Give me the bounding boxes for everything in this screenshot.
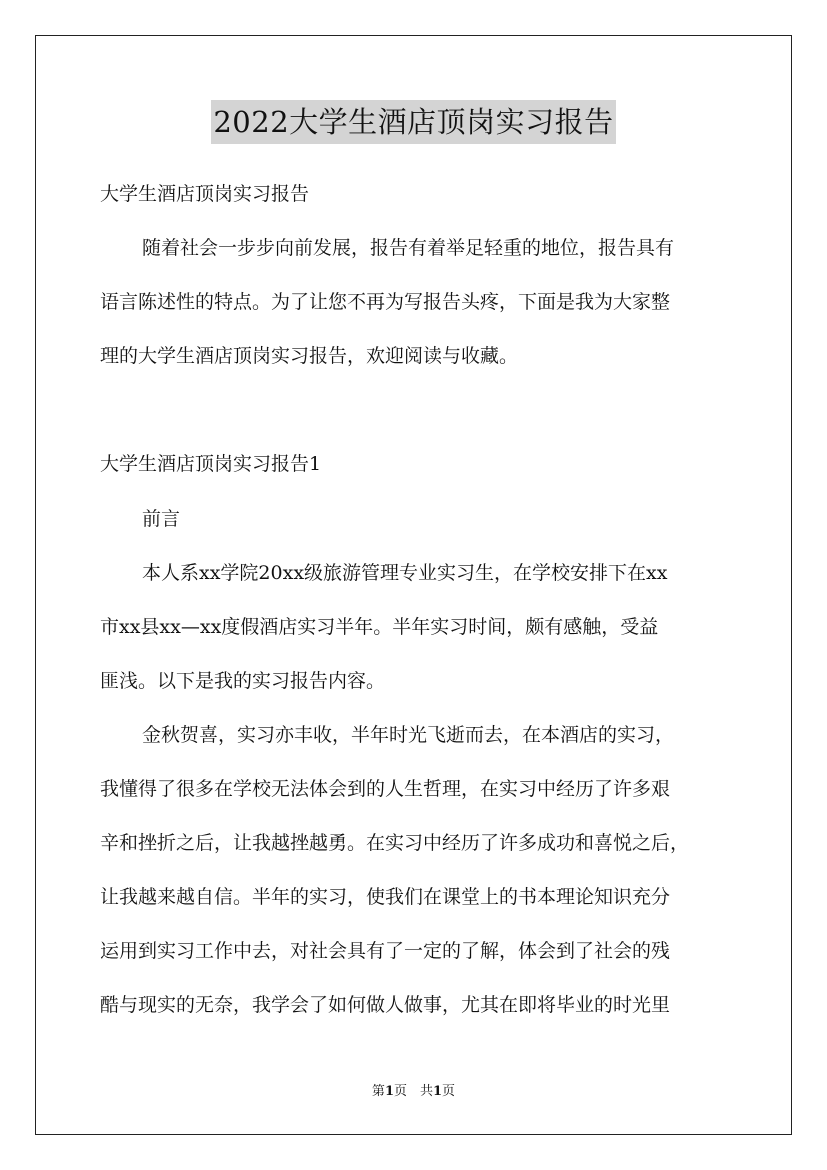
- paragraph-line: 运用到实习工作中去，对社会具有了一定的了解，体会到了社会的残: [100, 940, 671, 962]
- paragraph-line: 辛和挫折之后，让我越挫越勇。在实习中经历了许多成功和喜悦之后，: [100, 832, 690, 854]
- subheading: 前言: [142, 508, 181, 530]
- footer-mid: 页 共: [393, 1084, 433, 1099]
- paragraph-line: 本人系xx学院20xx级旅游管理专业实习生，在学校安排下在xx: [142, 562, 668, 584]
- total-pages: 1: [433, 1084, 443, 1099]
- section-heading: 大学生酒店顶岗实习报告1: [100, 453, 322, 475]
- footer-suffix: 页: [442, 1084, 456, 1099]
- page-footer: [0, 1083, 827, 1101]
- paragraph-line: 理的大学生酒店顶岗实习报告，欢迎阅读与收藏。: [100, 345, 519, 367]
- paragraph-line: 语言陈述性的特点。为了让您不再为写报告头疼，下面是我为大家整: [100, 291, 671, 313]
- section-heading: 大学生酒店顶岗实习报告: [100, 183, 310, 205]
- paragraph-line: 匪浅。以下是我的实习报告内容。: [100, 670, 386, 692]
- page-number: 1: [384, 1084, 394, 1099]
- paragraph-line: 随着社会一步步向前发展，报告有着举足轻重的地位，报告具有: [142, 237, 675, 259]
- paragraph-line: 让我越来越自信。半年的实习，使我们在课堂上的书本理论知识充分: [100, 886, 671, 908]
- document-title: 2022大学生酒店顶岗实习报告: [211, 100, 615, 144]
- paragraph-line: 市xx县xx—xx度假酒店实习半年。半年实习时间，颇有感触，受益: [100, 616, 659, 638]
- paragraph-line: 酷与现实的无奈，我学会了如何做人做事，尤其在即将毕业的时光里: [100, 994, 671, 1016]
- paragraph-line: 我懂得了很多在学校无法体会到的人生哲理，在实习中经历了许多艰: [100, 778, 671, 800]
- title-container: [0, 100, 827, 144]
- footer-prefix: 第: [371, 1084, 385, 1099]
- paragraph-line: 金秋贺喜，实习亦丰收，半年时光飞逝而去，在本酒店的实习，: [142, 724, 675, 746]
